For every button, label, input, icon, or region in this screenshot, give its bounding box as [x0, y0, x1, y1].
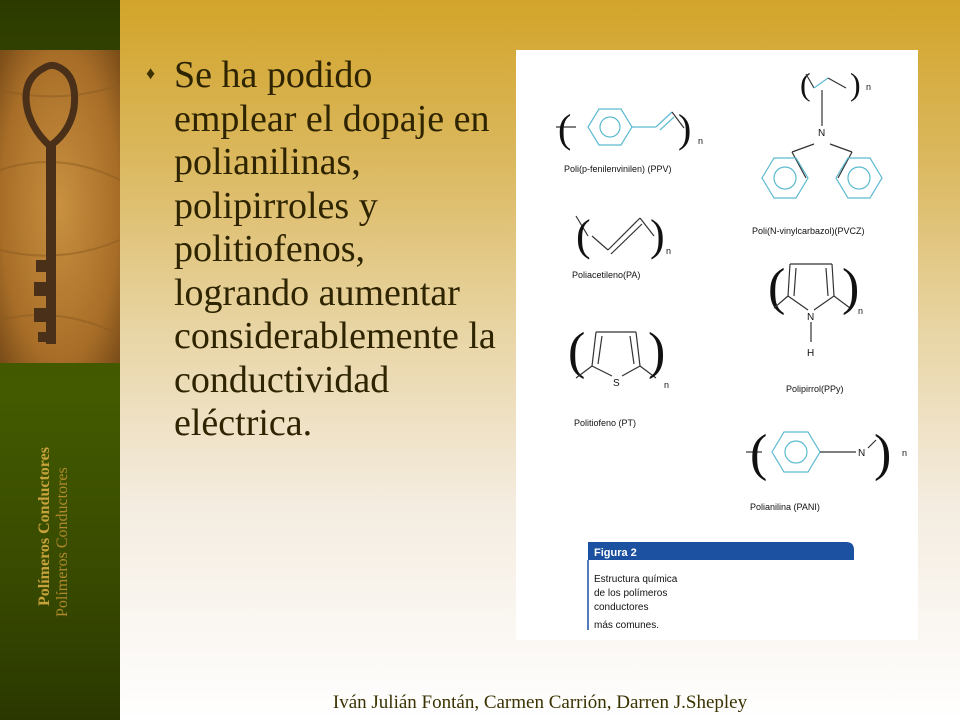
bullet-text: Se ha podido emplear el dopaje en polianilinas, polipirroles y politiofenos, logrando aumentar considerablemente la conductividad eléctrica.: [174, 54, 496, 444]
sidebar-title: Polímeros Conductores: [36, 447, 53, 606]
pt-label: Politiofeno (PT): [574, 418, 637, 428]
ppv-label: Poli(p-fenilenvinilen) (PPV): [564, 164, 672, 174]
pa-subscript: n: [666, 246, 672, 256]
svg-text:(: (: [750, 425, 768, 482]
svg-text:): ): [842, 259, 860, 316]
svg-text:): ): [874, 425, 892, 482]
caption-line-2: de los polímeros: [594, 588, 668, 599]
polymer-figure: [516, 50, 918, 640]
pa-structure: [576, 211, 665, 260]
pani-structure: [746, 425, 891, 482]
caption-line-3: conductores: [594, 602, 649, 613]
caption-line-1: Estructura química: [594, 574, 678, 585]
ppy-hydrogen: H: [807, 348, 815, 359]
svg-text:(: (: [558, 106, 572, 151]
svg-text:(: (: [576, 211, 591, 260]
bullet-point: [146, 54, 496, 446]
ppy-subscript: n: [858, 306, 864, 316]
pani-label: Polianilina (PANI): [750, 502, 820, 512]
ppv-subscript: n: [698, 136, 704, 146]
pt-sulfur: S: [613, 378, 620, 389]
svg-text:(: (: [800, 66, 811, 102]
sidebar-title-shadow: Polímeros Conductores: [54, 467, 71, 617]
footer-authors: Iván Julián Fontán, Carmen Carrión, Darren J.Shepley: [332, 692, 748, 713]
ppy-label: Polipirrol(PPy): [786, 384, 844, 394]
pa-label: Poliacetileno(PA): [572, 270, 641, 280]
caption-line-4: más comunes.: [594, 620, 660, 631]
svg-text:(: (: [568, 323, 586, 380]
diamond-bullet-icon: ♦: [146, 63, 156, 83]
key-photo: [0, 50, 120, 363]
sidebar: [0, 0, 120, 720]
ppy-nitrogen: N: [807, 312, 815, 323]
pani-nitrogen: N: [858, 448, 866, 459]
caption-label: Figura 2: [594, 547, 637, 559]
pvcz-nitrogen: N: [818, 128, 826, 139]
pvcz-subscript: n: [866, 82, 872, 92]
svg-text:(: (: [768, 259, 786, 316]
pt-subscript: n: [664, 380, 670, 390]
ppv-structure: [556, 106, 691, 151]
svg-text:): ): [678, 106, 692, 151]
svg-text:): ): [650, 211, 665, 260]
pani-subscript: n: [902, 448, 908, 458]
svg-text:): ): [648, 323, 666, 380]
pvcz-label: Poli(N-vinylcarbazol)(PVCZ): [752, 226, 865, 236]
svg-text:): ): [850, 66, 861, 102]
pt-structure: [568, 323, 665, 380]
ppy-structure: [768, 259, 859, 342]
